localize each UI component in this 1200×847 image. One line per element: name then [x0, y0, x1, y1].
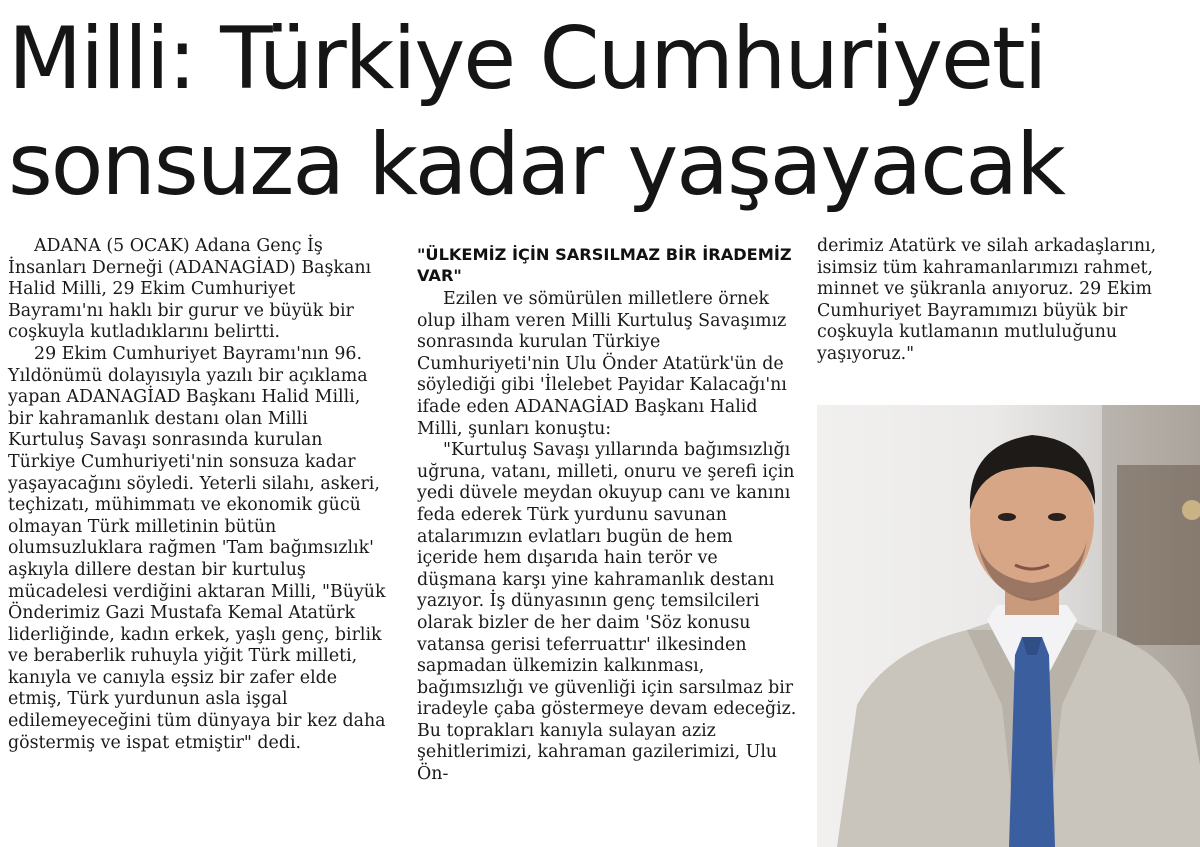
article-column-1 [8, 236, 388, 754]
article-column-3 [817, 236, 1199, 366]
paragraph: ADANA (5 OCAK) Adana Genç İş İnsanları Derneği (ADANAGİAD) Başkanı Halid Milli, 29 Ekim Cumhuriyet Bayramı'nı haklı bir gurur ve büyük bir coşkuyla kutladıklarını belirtti. [8, 236, 372, 343]
paragraph: 29 Ekim Cumhuriyet Bayramı'nın 96. Yıldönümü dolayısıyla yazılı bir açıklama yapan ADANAGİAD Başkanı Halid Milli, bir kahramanlık destanı olan Milli Kurtuluş Savaşı sonrasında kurulan Türkiye Cumhuriyeti'nin sonsuza kadar yaşayacağını söyledi. Yeterli silahı, askeri, teçhizatı, mühimmatı ve ekonomik gücü olmayan Türk milletinin bütün olumsuzluklara rağmen 'Tam bağımsızlık' aşkıyla dillere destan bir kurtuluş mücadelesi verdiğini aktaran Milli, "Büyük Önderimiz Gazi Mustafa Kemal Atatürk liderliğinde, kadın erkek, yaşlı genç, birlik ve beraberlik ruhuyla yiğit Türk milleti, kanıyla ve canıyla eşsiz bir zafer elde etmiş, Türk yurdunun asla işgal edilemeyeceğini tüm dünyaya bir kez daha göstermiş ve ispat etmiştir" dedi. [8, 343, 386, 753]
portrait-illustration [817, 405, 1200, 847]
paragraph: derimiz Atatürk ve silah arkadaşlarını, isimsiz tüm kahramanlarımızı rahmet, minnet ve şükranla anıyoruz. 29 Ekim Cumhuriyet Bayramımızı büyük bir coşkuyla kutlamanın mutluluğunu yaşıyoruz." [817, 236, 1157, 364]
section-subhead: "ÜLKEMİZ İÇİN SARSILMAZ BİR İRADEMİZ VAR" [417, 245, 792, 285]
headline-line-1: Milli: Türkiye Cumhuriyeti [8, 9, 1046, 109]
article-headline [8, 6, 1198, 218]
article-column-2 [417, 244, 799, 786]
portrait-photo [817, 405, 1200, 847]
paragraph: Ezilen ve sömürülen milletlere örnek olup ilham veren Milli Kurtuluş Savaşımız sonrasında kurulan Türkiye Cumhuriyeti'nin Ulu Önder Atatürk'ün de söylediği gibi 'İlelebet Payidar Kalacağı'nı ifade eden ADANAGİAD Başkanı Halid Milli, şunları konuştu: [417, 289, 787, 439]
headline-line-2: sonsuza kadar yaşayacak [8, 115, 1064, 215]
paragraph: "Kurtuluş Savaşı yıllarında bağımsızlığı uğruna, vatanı, milleti, onuru ve şerefi için yedi düvele meydan okuyup canı ve kanını feda ederek Türk yurdunu savunan atalarımızın evlatları bugün de hem içeride hem dışarıda hain terör ve düşmana karşı yine kahramanlık destanı yazıyor. İş dünyasının genç temsilcileri olarak bizler de her daim 'Söz konusu vatansa gerisi teferruattır' ilkesinden sapmadan ülkemizin kalkınması, bağımsızlığı ve güvenliği için sarsılmaz bir iradeyle çaba göstermeye devam edeceğiz. Bu toprakları kanıyla sulayan aziz şehitlerimizi, kahraman gazilerimizi, Ulu Ön- [417, 440, 797, 785]
